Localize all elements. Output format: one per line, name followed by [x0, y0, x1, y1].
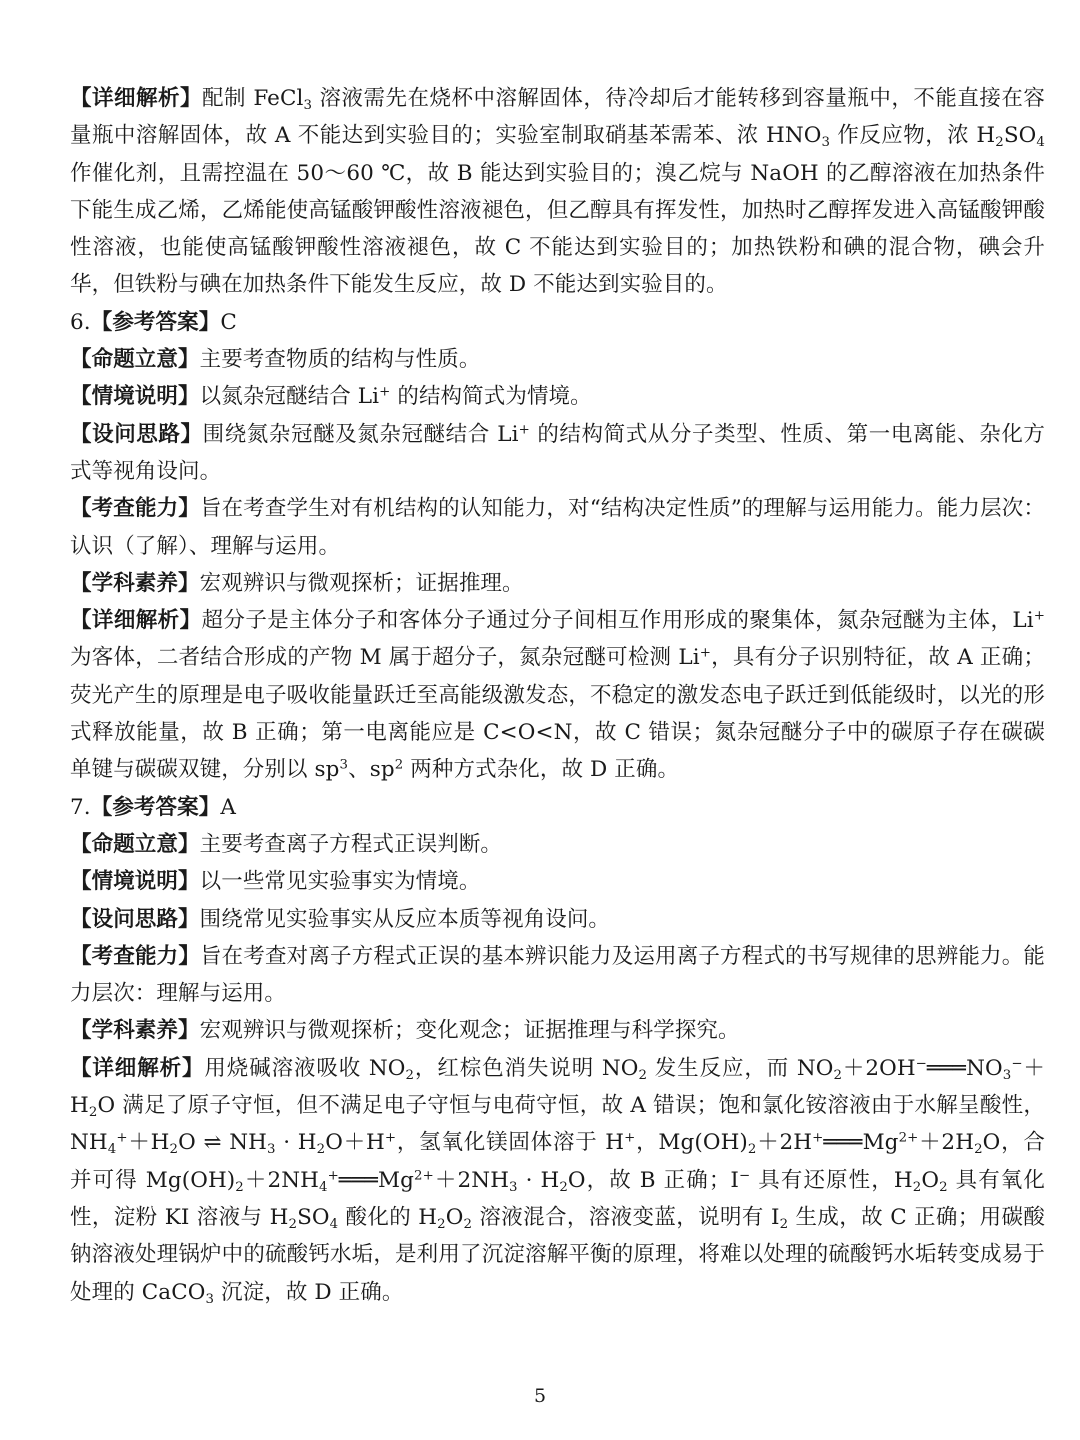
- paragraph-detailed-analysis: [70, 80, 1045, 304]
- question-number: 6.: [70, 309, 91, 335]
- label-bracket: 【详细解析】: [70, 1055, 205, 1081]
- section-5-continued: [70, 80, 1045, 304]
- label-text: 参考答案: [112, 309, 199, 335]
- paragraph-question-design: [70, 416, 1045, 491]
- paragraph-context: [70, 863, 1045, 900]
- paragraph-ability: [70, 490, 1045, 565]
- label-bracket: 【命题立意】: [70, 831, 200, 857]
- paragraph-body: 以一些常见实验事实为情境。: [199, 869, 481, 895]
- label-text: 设问思路: [92, 421, 181, 447]
- paragraph-body: 主要考查物质的结构与性质。: [199, 347, 481, 373]
- paragraph-body: 以氮杂冠醚结合 Li+ 的结构简式为情境。: [199, 384, 592, 410]
- paragraph-literacy: [70, 565, 1045, 602]
- label-bracket: 【学科素养】: [70, 1018, 200, 1044]
- paragraph-body: 宏观辨识与微观探析；证据推理。: [199, 570, 524, 596]
- paragraph-body: 围绕氮杂冠醚及氮杂冠醚结合 Li+ 的结构简式从分子类型、性质、第一电离能、杂化方式等视角设问。: [70, 421, 1046, 484]
- label-bracket: 【参考答案】: [90, 794, 221, 820]
- label-text: 详细解析: [91, 608, 180, 634]
- label-bracket: 【命题立意】: [70, 347, 200, 373]
- section-question-7: [70, 789, 1045, 1311]
- label-text: 命题立意: [91, 347, 179, 373]
- label-text: 情境说明: [91, 384, 179, 410]
- label-text: 学科素养: [91, 1018, 179, 1044]
- label-text: 考查能力: [91, 943, 179, 969]
- label-text: 学科素养: [91, 570, 179, 596]
- label-bracket: 【情境说明】: [70, 384, 200, 410]
- answer-value: A: [220, 794, 236, 820]
- question-number: 7.: [70, 794, 91, 820]
- label-bracket: 【考查能力】: [70, 496, 200, 522]
- paragraph-body: 围绕常见实验事实从反应本质等视角设问。: [199, 906, 611, 932]
- paragraph-body: 配制 FeCl$_3$ 溶液需先在烧杯中溶解固体，待冷却后才能转移到容量瓶中，不能直接在容量瓶中溶解固体，故 A 不能达到实验目的；实验室制取硝基苯需苯、浓 $HNO_3$ 作反应物，浓 $H_2SO_4$ 作催化剂，且需控温在 50～60 ℃，故 B 能达到实验目的；溴乙烷与 NaOH 的乙醇溶液在加热条件下能生成乙烯，乙烯能使高锰酸钾酸性溶液褪色，但乙醇具有挥发性，加热时乙醇挥发进入高锰酸钾酸性溶液，也能使高锰酸钾酸性溶液褪色，故 C 不能达到实验目的；加热铁粉和碘的混合物，碘会升华，但铁粉与碘在加热条件下能发生反应，故 D 不能达到实验目的。: [70, 86, 1045, 298]
- label-text: 命题立意: [91, 831, 179, 857]
- label-text: 情境说明: [91, 869, 179, 895]
- label-bracket: 【设问思路】: [70, 421, 203, 447]
- label-bracket: 【设问思路】: [70, 906, 200, 932]
- label-text: 详细解析: [92, 1055, 182, 1081]
- paragraph-context: [70, 378, 1045, 415]
- label-text: 考查能力: [91, 496, 179, 522]
- page-number: 5: [533, 1385, 547, 1407]
- document-body: [70, 80, 1045, 1311]
- paragraph-detailed-analysis: [70, 602, 1045, 788]
- label-text: 参考答案: [112, 794, 199, 820]
- label-bracket: 【详细解析】: [70, 86, 202, 111]
- paragraph-purpose: [70, 826, 1045, 863]
- paragraph-body: 旨在考查学生对有机结构的认知能力，对“结构决定性质”的理解与运用能力。能力层次：认识（了解）、理解与运用。: [70, 496, 1045, 559]
- answer-line: [70, 304, 1045, 341]
- paragraph-question-design: [70, 901, 1045, 938]
- paragraph-body: 宏观辨识与微观探析；变化观念；证据推理与科学探究。: [199, 1018, 740, 1044]
- paragraph-literacy: [70, 1012, 1045, 1049]
- paragraph-purpose: [70, 341, 1045, 378]
- label-bracket: 【情境说明】: [70, 869, 200, 895]
- paragraph-ability: [70, 938, 1045, 1013]
- section-question-6: [70, 304, 1045, 789]
- label-text: 设问思路: [91, 906, 179, 932]
- answer-value: C: [220, 309, 237, 335]
- paragraph-body: 超分子是主体分子和客体分子通过分子间相互作用形成的聚集体，氮杂冠醚为主体，Li+ 为客体，二者结合形成的产物 M 属于超分子，氮杂冠醚可检测 Li+，具有分子识别特征，故 A 正确；荧光产生的原理是电子吸收能量跃迁至高能级激发态，不稳定的激发态电子跃迁到低能级时，以光的形式释放能量，故 B 正确；第一电离能应是 C<O<N，故 C 错误；氮杂冠醚分子中的碳原子存在碳碳单键与碳碳双键，分别以 $sp^3$、$sp^2$ 两种方式杂化，故 D 正确。: [70, 608, 1045, 783]
- label-bracket: 【考查能力】: [70, 943, 201, 969]
- paragraph-detailed-analysis: [70, 1050, 1045, 1311]
- label-text: 详细解析: [92, 86, 180, 111]
- paragraph-body: 用烧碱溶液吸收 $NO_2$，红棕色消失说明 $NO_2$ 发生反应，而 $NO_2+2OH^-═══NO_3^-+H_2O$ 满足了原子守恒，但不满足电子守恒与电荷守恒，故 A 错误；饱和氯化铵溶液由于水解呈酸性，$NH_4^++H_2O$ ⇌ $NH_3 \cdot H_2O+H^+$，氢氧化镁固体溶于 H+，$Mg(OH)_2+2H^+═══Mg^{2+}+2H_2O$，合并可得 $Mg(OH)_2+2NH_4^+═══Mg^{2+}+2NH_3 \cdot H_2O$，故 B 正确；I− 具有还原性，$H_2O_2$ 具有氧化性，淀粉 KI 溶液与 $H_2SO_4$ 酸化的 $H_2O_2$ 溶液混合，溶液变蓝，说明有 $I_2$ 生成，故 C 正确；用碳酸钠溶液处理锅炉中的硫酸钙水垢，是利用了沉淀溶解平衡的原理，将难以处理的硫酸钙水垢转变成易于处理的 CaCO$_3$ 沉淀，故 D 正确。: [70, 1055, 1046, 1307]
- label-bracket: 【学科素养】: [70, 570, 200, 596]
- paragraph-body: 主要考查离子方程式正误判断。: [199, 831, 503, 857]
- paragraph-body: 旨在考查对离子方程式正误的基本辨识能力及运用离子方程式的书写规律的思辨能力。能力层次：理解与运用。: [70, 943, 1045, 1007]
- answer-line: [70, 789, 1045, 826]
- label-bracket: 【详细解析】: [70, 608, 202, 634]
- label-bracket: 【参考答案】: [90, 309, 221, 335]
